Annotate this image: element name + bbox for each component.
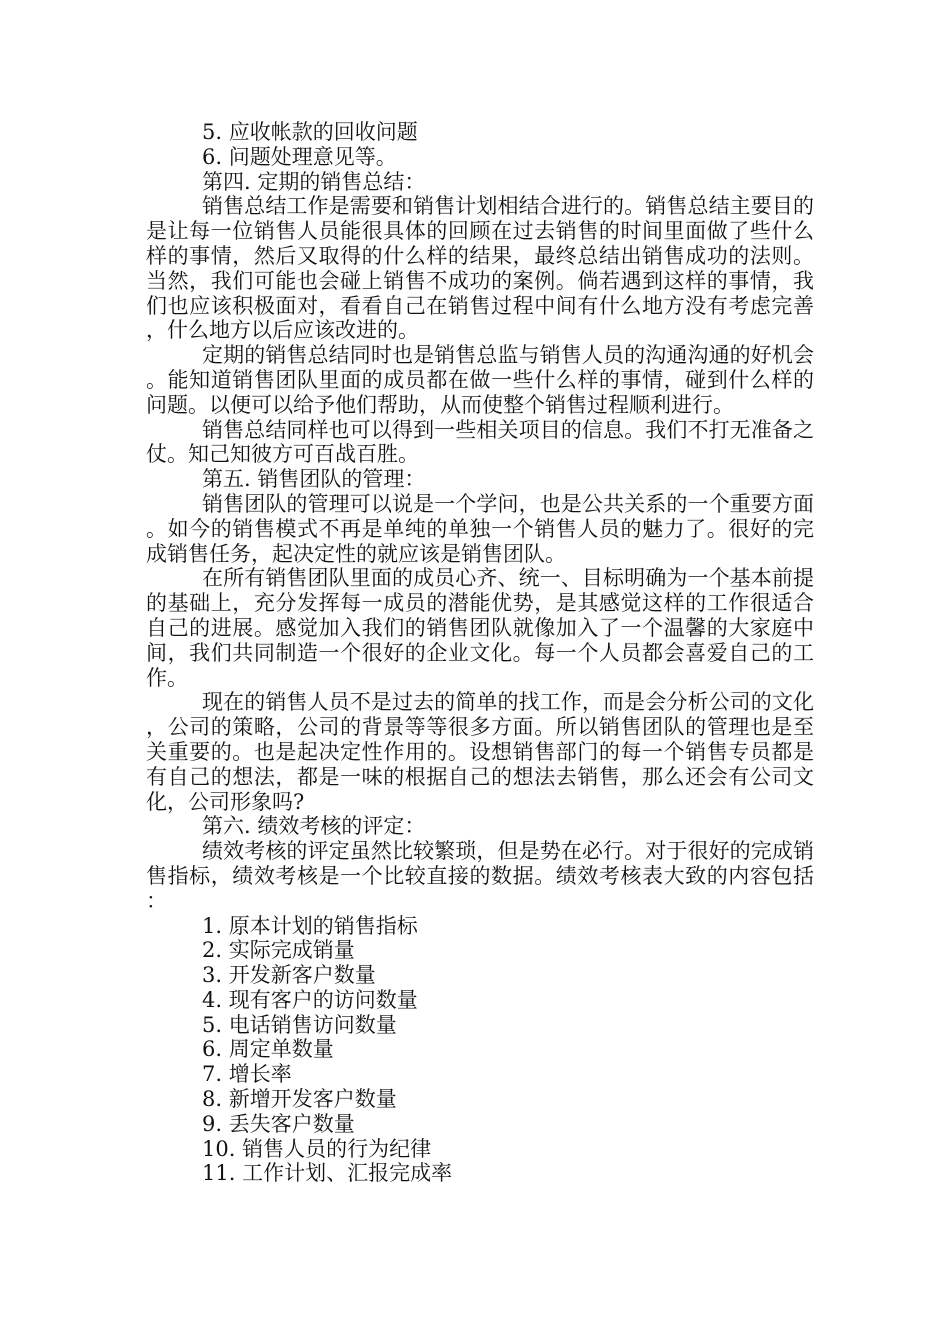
paragraph: 销售团队的管理可以说是一个学问，也是公共关系的一个重要方面。如今的销售模式不再是单纯的单独一个销售人员的魅力了。很好的完成销售任务，起决定性的就应该是销售团队。 [146, 491, 814, 566]
paragraph: 现在的销售人员不是过去的简单的找工作，而是会分析公司的文化，公司的策略，公司的背景等等很多方面。所以销售团队的管理也是至关重要的。也是起决定性作用的。设想销售部门的每一个销售专员都是有自己的想法，都是一味的根据自己的想法去销售，那么还会有公司文化，公司形象吗? [146, 690, 814, 814]
list-item: 9. 丢失客户数量 [202, 1111, 355, 1136]
list-item: 10. 销售人员的行为纪律 [202, 1136, 432, 1161]
list-item: 4. 现有客户的访问数量 [202, 987, 418, 1012]
list-item: 11. 工作计划、汇报完成率 [202, 1161, 453, 1186]
section-heading: 第四. 定期的销售总结： [202, 169, 426, 194]
list-item: 5. 应收帐款的回收问题 [202, 120, 418, 144]
list-item: 8. 新增开发客户数量 [202, 1087, 397, 1112]
list-item: 2. 实际完成销量 [202, 938, 355, 963]
paragraph: 销售总结同样也可以得到一些相关项目的信息。我们不打无准备之仗。知己知彼方可百战百胜。 [146, 417, 814, 467]
list-item: 3. 开发新客户数量 [202, 963, 376, 988]
list-item: 7. 增长率 [202, 1062, 292, 1087]
list-item: 5. 电话销售访问数量 [202, 1012, 397, 1037]
list-item: 1. 原本计划的销售指标 [202, 913, 418, 938]
paragraph: 定期的销售总结同时也是销售总监与销售人员的沟通沟通的好机会。能知道销售团队里面的成员都在做一些什么样的事情，碰到什么样的问题。以便可以给予他们帮助，从而使整个销售过程顺利进行。 [146, 343, 814, 417]
paragraph: 销售总结工作是需要和销售计划相结合进行的。销售总结主要目的是让每一位销售人员能很具体的回顾在过去销售的时间里面做了些什么样的事情，然后又取得的什么样的结果，最终总结出销售成功的法则。当然，我们可能也会碰上销售不成功的案例。倘若遇到这样的事情，我们也应该积极面对，看看自己在销售过程中间有什么地方没有考虑完善，什么地方以后应该改进的。 [146, 194, 814, 343]
paragraph: 绩效考核的评定虽然比较繁琐，但是势在必行。对于很好的完成销售指标，绩效考核是一个比较直接的数据。绩效考核表大致的内容包括： [146, 839, 814, 913]
section-heading: 第五. 销售团队的管理： [202, 467, 426, 492]
document-page [146, 120, 814, 1186]
list-item: 6. 问题处理意见等。 [202, 144, 397, 169]
section-heading: 第六. 绩效考核的评定： [202, 814, 426, 839]
list-item: 6. 周定单数量 [202, 1037, 334, 1062]
paragraph: 在所有销售团队里面的成员心齐、统一、目标明确为一个基本前提的基础上，充分发挥每一成员的潜能优势，是其感觉这样的工作很适合自己的进展。感觉加入我们的销售团队就像加入了一个温馨的大家庭中间，我们共同制造一个很好的企业文化。每一个人员都会喜爱自己的工作。 [146, 566, 814, 690]
